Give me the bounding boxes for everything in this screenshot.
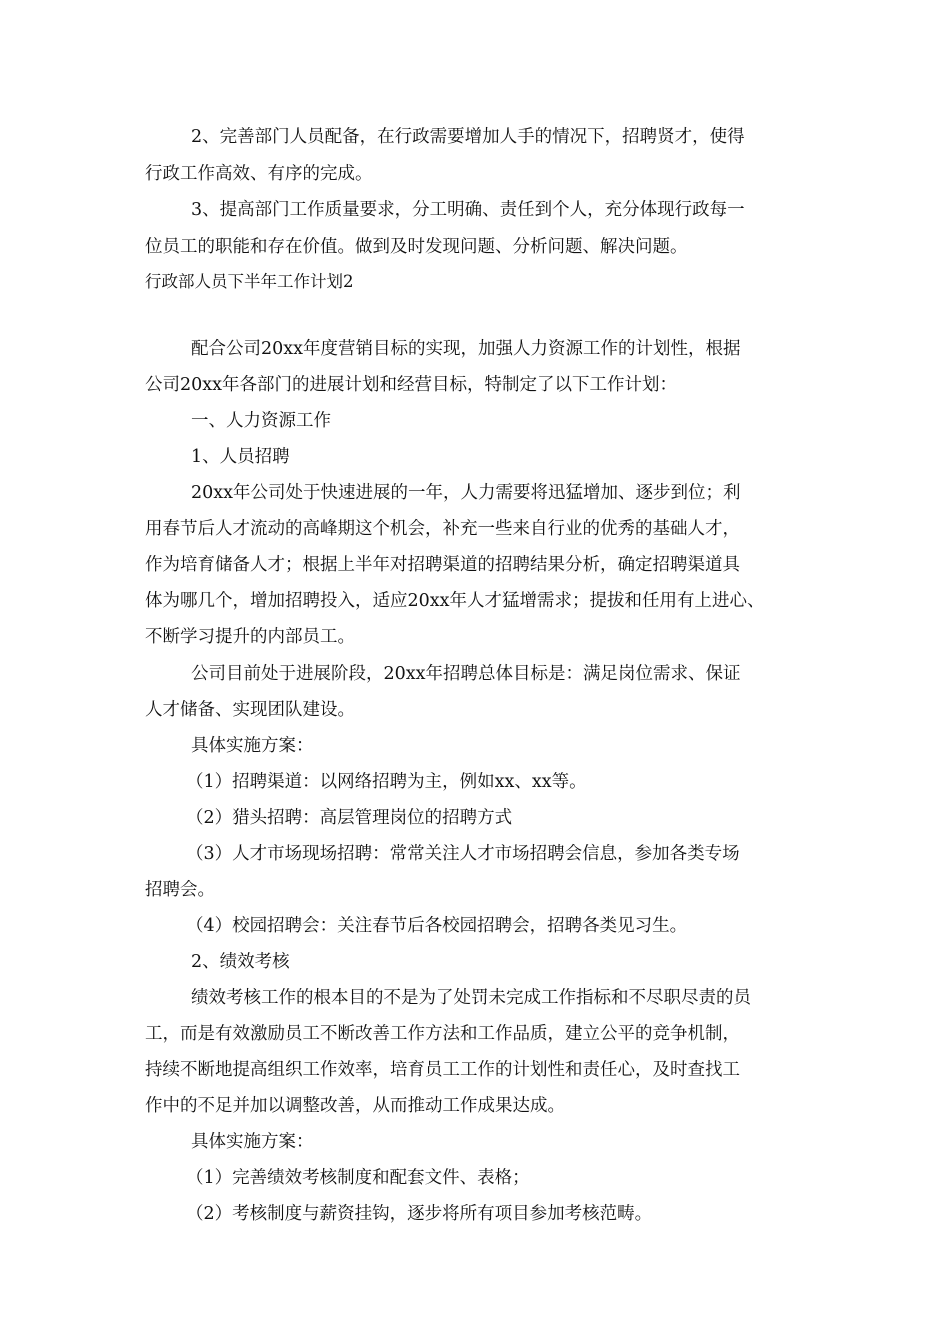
paragraph-line: 2、完善部门人员配备，在行政需要增加人手的情况下，招聘贤才，使得 [191, 127, 745, 147]
paragraph-line: 3、提高部门工作质量要求，分工明确、责任到个人，充分体现行政每一 [191, 200, 745, 220]
list-item: （4）校园招聘会：关注春节后各校园招聘会，招聘各类见习生。 [186, 916, 688, 936]
paragraph-line: 体为哪几个，增加招聘投入，适应20xx年人才猛增需求；提拔和任用有上进心、 [145, 591, 765, 611]
paragraph-line: 配合公司20xx年度营销目标的实现，加强人力资源工作的计划性，根据 [191, 339, 741, 359]
paragraph-line: 公司20xx年各部门的进展计划和经营目标，特制定了以下工作计划： [145, 375, 678, 395]
subheading: 一、人力资源工作 [191, 411, 331, 431]
paragraph-line: 用春节后人才流动的高峰期这个机会，补充一些来自行业的优秀的基础人才， [145, 519, 740, 539]
paragraph-line: 20xx年公司处于快速进展的一年，人力需要将迅猛增加、逐步到位；利 [191, 483, 741, 503]
section-title: 行政部人员下半年工作计划2 [145, 272, 354, 291]
list-item: 招聘会。 [145, 880, 215, 900]
subheading: 1、人员招聘 [191, 447, 290, 467]
paragraph-line: 公司目前处于进展阶段，20xx年招聘总体目标是：满足岗位需求、保证 [191, 664, 741, 684]
paragraph-line: 不断学习提升的内部员工。 [145, 627, 355, 647]
paragraph-line: 作中的不足并加以调整改善，从而推动工作成果达成。 [145, 1096, 565, 1116]
list-item: （1）完善绩效考核制度和配套文件、表格； [186, 1168, 530, 1188]
paragraph-line: 具体实施方案： [191, 736, 314, 756]
paragraph-line: 位员工的职能和存在价值。做到及时发现问题、分析问题、解决问题。 [145, 237, 688, 257]
paragraph-line: 具体实施方案： [191, 1132, 314, 1152]
paragraph-line: 持续不断地提高组织工作效率，培育员工工作的计划性和责任心，及时查找工 [145, 1060, 740, 1080]
paragraph-line: 行政工作高效、有序的完成。 [145, 164, 373, 184]
paragraph-line: 绩效考核工作的根本目的不是为了处罚未完成工作指标和不尽职尽责的员 [191, 988, 751, 1008]
list-item: （2）考核制度与薪资挂钩，逐步将所有项目参加考核范畴。 [186, 1204, 653, 1224]
paragraph-line: 工，而是有效激励员工不断改善工作方法和工作品质，建立公平的竞争机制， [145, 1024, 740, 1044]
paragraph-line: 作为培育储备人才；根据上半年对招聘渠道的招聘结果分析，确定招聘渠道具 [145, 555, 740, 575]
list-item: （2）猎头招聘：高层管理岗位的招聘方式 [186, 808, 513, 828]
paragraph-line: 人才储备、实现团队建设。 [145, 700, 355, 720]
subheading: 2、绩效考核 [191, 952, 290, 972]
list-item: （3）人才市场现场招聘：常常关注人才市场招聘会信息，参加各类专场 [186, 844, 740, 864]
list-item: （1）招聘渠道：以网络招聘为主，例如xx、xx等。 [186, 772, 587, 792]
